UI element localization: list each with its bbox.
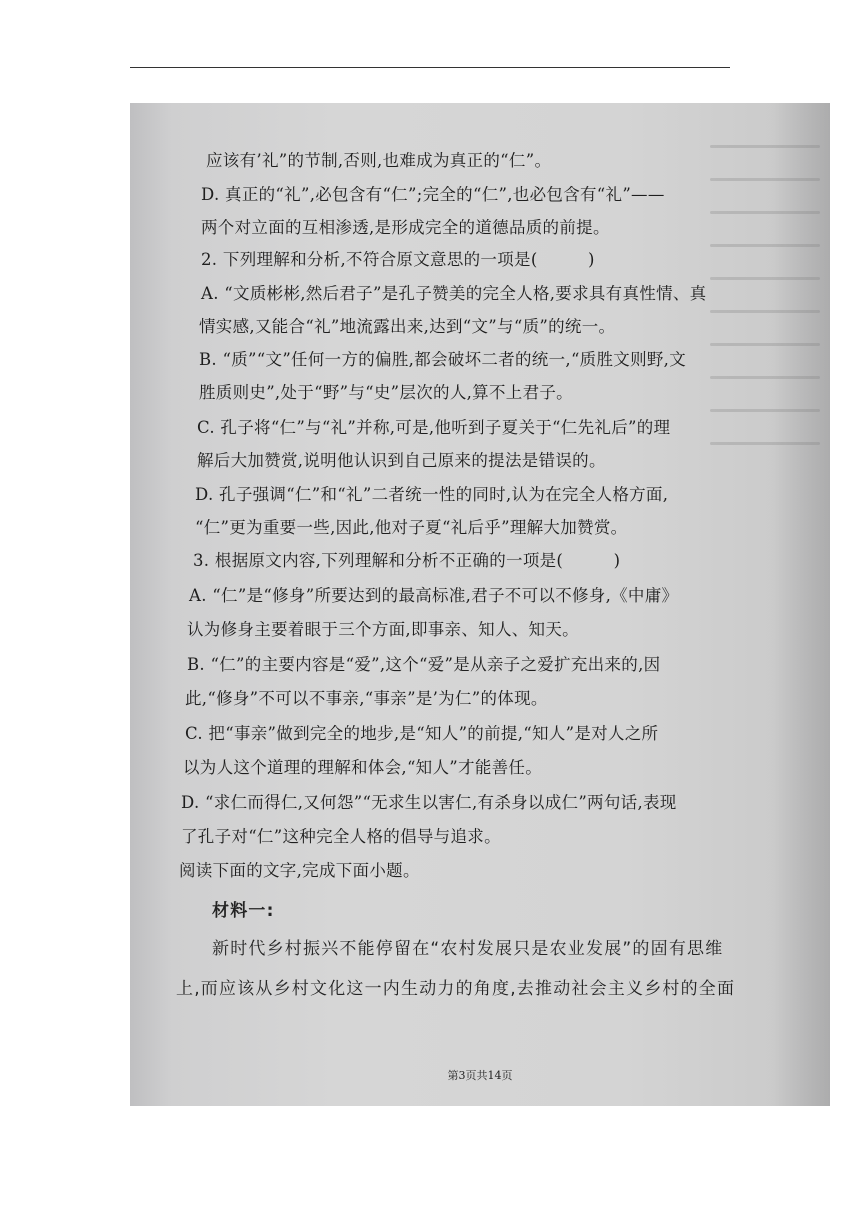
material-line-1: 新时代乡村振兴不能停留在“农村发展只是农业发展”的固有思维: [212, 939, 724, 959]
option-d-line-1: D. 真正的“礼”,必包含有“仁”;完全的“仁”,也必包含有“礼”——: [201, 185, 665, 204]
q2-option-b-line-2: 胜质则史”,处于“野”与“史”层次的人,算不上君子。: [199, 383, 573, 402]
q2-option-b-line-1: B. “质”“文”任何一方的偏胜,都会破坏二者的统一,“质胜文则野,文: [199, 350, 687, 369]
q2-option-a-line-1: A. “文质彬彬,然后君子”是孔子赞美的完全人格,要求具有真性情、真: [201, 284, 707, 303]
q2-option-a-line-2: 情实感,又能合“礼”地流露出来,达到“文”与“质”的统一。: [199, 317, 616, 336]
scanned-page-photo: [130, 103, 830, 1106]
material-line-2: 上,而应该从乡村文化这一内生动力的角度,去推动社会主义乡村的全面: [176, 979, 736, 999]
q3-option-d-line-2: 了孔子对“仁”这种完全人格的倡导与追求。: [181, 827, 501, 846]
question-3: 3. 根据原文内容,下列理解和分析不正确的一项是( ): [193, 551, 621, 570]
q3-option-d-line-1: D. “求仁而得仁,又何怨”“无求生以害仁,有杀身以成仁”两句话,表现: [181, 793, 677, 812]
bleed-through-shadow: [710, 123, 820, 723]
question-2: 2. 下列理解和分析,不符合原文意思的一项是( ): [201, 250, 595, 269]
text-line-1: 应该有’礼”的节制,否则,也难成为真正的“仁”。: [206, 151, 552, 170]
q2-option-c-line-1: C. 孔子将“仁”与“礼”并称,可是,他听到子夏关于“仁先礼后”的理: [197, 418, 671, 437]
q3-option-c-line-1: C. 把“事亲”做到完全的地步,是“知人”的前提,“知人”是对人之所: [185, 724, 659, 743]
q3-option-b-line-2: 此,“修身”不可以不事亲,“事亲”是’为仁”的体现。: [185, 689, 548, 708]
page-footer: 第3页共14页: [447, 1069, 513, 1082]
q3-option-a-line-1: A. “仁”是“修身”所要达到的最高标准,君子不可以不修身,《中庸》: [189, 586, 679, 605]
option-d-line-2: 两个对立面的互相渗透,是形成完全的道德品质的前提。: [201, 218, 610, 237]
q2-option-d-line-1: D. 孔子强调“仁”和“礼”二者统一性的同时,认为在完全人格方面,: [195, 485, 669, 504]
q3-option-c-line-2: 以为人这个道理的理解和体会,“知人”才能善任。: [183, 758, 543, 777]
q3-option-a-line-2: 认为修身主要着眼于三个方面,即事亲、知人、知天。: [187, 620, 579, 639]
q2-option-c-line-2: 解后大加赞赏,说明他认识到自己原来的提法是错误的。: [197, 451, 606, 470]
q3-option-b-line-1: B. “仁”的主要内容是“爱”,这个“爱”是从亲子之爱扩充出来的,因: [187, 655, 661, 674]
top-rule: [130, 67, 730, 68]
q2-option-d-line-2: “仁”更为重要一些,因此,他对子夏“礼后乎”理解大加赞赏。: [195, 518, 628, 537]
reading-instruction: 阅读下面的文字,完成下面小题。: [179, 861, 420, 880]
material-heading: 材料一:: [212, 901, 275, 921]
